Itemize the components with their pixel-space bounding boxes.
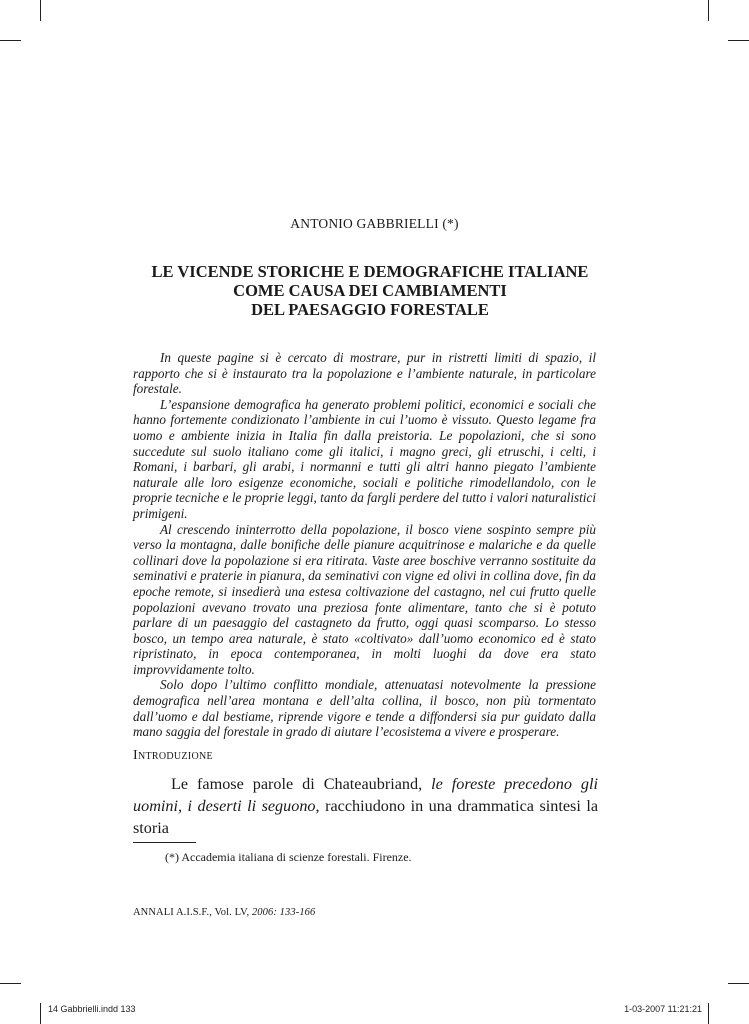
journal-citation bbox=[133, 907, 315, 918]
journal-pages: 2006: 133-166 bbox=[251, 907, 316, 918]
body-quote: le foreste precedono gli uomini, i deserti li seguono bbox=[133, 775, 598, 815]
article-title bbox=[90, 262, 650, 319]
crop-mark-bottom-left-horizontal bbox=[0, 983, 21, 984]
title-line: LE VICENDE STORICHE E DEMOGRAFICHE ITALIANE bbox=[151, 262, 589, 281]
footnote: (*) Accademia italiana di scienze forestali. Firenze. bbox=[165, 850, 412, 864]
author-line: ANTONIO GABBRIELLI (*) bbox=[290, 216, 459, 231]
body-lead: Le famose parole di Chateaubriand, bbox=[171, 775, 432, 793]
crop-mark-top-right-horizontal bbox=[728, 40, 749, 41]
abstract-paragraph: L’espansione demografica ha generato problemi politici, economici e sociali che hanno fortemente condizionato l’ambiente in cui l’uomo è vissuto. Questo legame fra uomo e ambiente inizia in Italia fin dalla preistoria. Le popolazioni, che si sono succedute sul suolo italiano come gli italici, i magno greci, gli etruschi, i celti, i Romani, i barbari, gli arabi, i normanni e tutti gli altri hanno piegato l’ambiente naturale alle loro esigenze economiche, sociali e politiche rimodellandolo, con le proprie tecniche e le proprie leggi, tanto da fargli perdere del tutto i valori naturalistici primigeni. bbox=[133, 396, 596, 521]
title-line: DEL PAESAGGIO FORESTALE bbox=[251, 300, 489, 319]
title-line: COME CAUSA DEI CAMBIAMENTI bbox=[233, 281, 507, 300]
section-heading: Introduzione bbox=[133, 748, 213, 763]
abstract-paragraph: In queste pagine si è cercato di mostrare, pur in ristretti limiti di spazio, il rapporto che si è instaurato tra la popolazione e l’ambiente naturale, in particolare forestale. bbox=[133, 350, 596, 397]
crop-mark-top-right-vertical bbox=[708, 0, 709, 21]
slug-timestamp: 1-03-2007 11:21:21 bbox=[624, 1004, 702, 1014]
crop-mark-top-left-vertical bbox=[40, 0, 41, 21]
body-paragraph bbox=[133, 773, 598, 839]
slug-file: 14 Gabbrielli.indd 133 bbox=[48, 1004, 136, 1014]
footnote-rule bbox=[133, 842, 196, 843]
body-text bbox=[133, 773, 598, 839]
crop-mark-bottom-right-vertical bbox=[708, 1003, 709, 1024]
abstract-paragraph: Solo dopo l’ultimo conflitto mondiale, attenuatasi notevolmente la pressione demografica nell’area montana e dell’alta collina, il bosco, non più tormentato dall’uomo e dal bestiame, riprende vigore e tende a diffondersi sia pur guidato dalla mano saggia del forestale in grado di aiutare l’ecosistema a vivere e prosperare. bbox=[133, 677, 596, 740]
abstract bbox=[133, 350, 596, 740]
crop-mark-bottom-left-vertical bbox=[40, 1003, 41, 1024]
journal-name: ANNALI A.I.S.F., Vol. LV, bbox=[133, 907, 252, 918]
crop-mark-bottom-right-horizontal bbox=[728, 983, 749, 984]
abstract-paragraph: Al crescendo ininterrotto della popolazione, il bosco viene sospinto sempre più verso la montagna, dalle bonifiche delle pianure acquitrinose e malariche e da quelle collinari dove la popolazione si era ritirata. Vaste aree boschive verranno sostituite da seminativi e praterie in pianura, da seminativi con vigne ed olivi in collina dove, fin da epoche remote, si insedierà una estesa coltivazione del castagno, nel cui frutto quelle popolazioni avevano trovato una preziosa fonte alimentare, tanto che si è potuto parlare di un paesaggio del castagneto da frutto, oggi quasi scomparso. Lo stesso bosco, un tempo area naturale, è stato «coltivato» dall’uomo economico ed è stato ripristinato, in epoca contemporanea, in molti luoghi da dove era stato improvvidamente tolto. bbox=[133, 521, 596, 677]
crop-mark-top-left-horizontal bbox=[0, 40, 21, 41]
body-rest: , racchiudono in una drammatica sintesi la storia bbox=[133, 797, 599, 837]
